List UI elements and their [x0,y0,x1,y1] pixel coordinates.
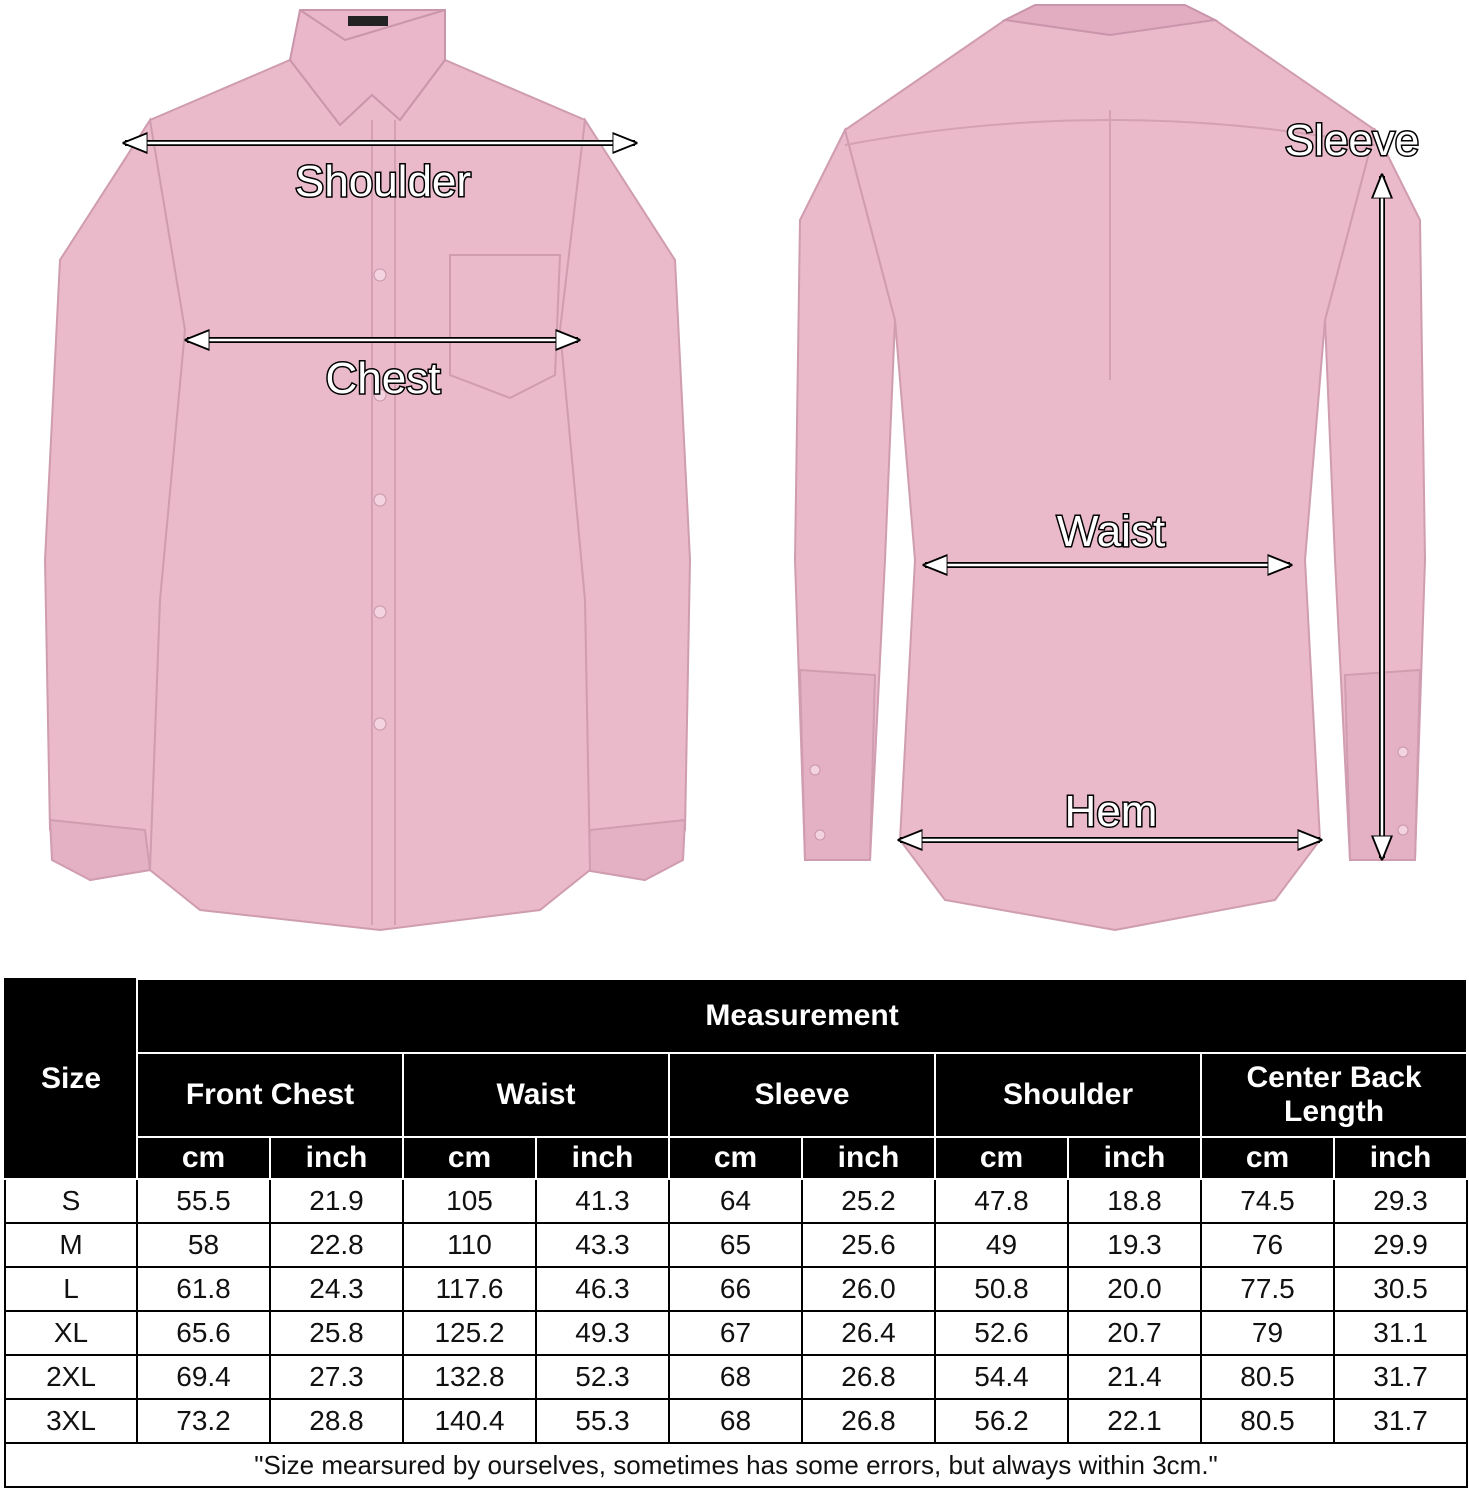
measurement-cell: 55.5 [137,1179,270,1223]
measurement-cell: 132.8 [403,1355,536,1399]
measurement-cell: 18.8 [1068,1179,1201,1223]
unit-header-inch: inch [536,1137,669,1179]
table-row [5,1267,1467,1311]
measurement-cell: 77.5 [1201,1267,1334,1311]
unit-header-cm: cm [1201,1137,1334,1179]
measurement-cell: 24.3 [270,1267,403,1311]
measurement-cell: 31.1 [1334,1311,1467,1355]
measurement-cell: 49 [935,1223,1068,1267]
measurement-cell: 125.2 [403,1311,536,1355]
measurement-cell: 31.7 [1334,1355,1467,1399]
unit-header-cm: cm [935,1137,1068,1179]
measurement-cell: 25.6 [802,1223,935,1267]
measurement-cell: 43.3 [536,1223,669,1267]
table-row [5,1223,1467,1267]
size-column-header: Size [5,979,137,1179]
table-row [5,1399,1467,1443]
unit-header-cm: cm [137,1137,270,1179]
size-cell: S [5,1179,137,1223]
measurement-cell: 68 [669,1355,802,1399]
measurement-cell: 19.3 [1068,1223,1201,1267]
unit-header-cm: cm [669,1137,802,1179]
measurement-cell: 61.8 [137,1267,270,1311]
measurement-cell: 68 [669,1399,802,1443]
note-row [5,1443,1467,1487]
measurement-cell: 74.5 [1201,1179,1334,1223]
hem-label: Hem [1064,787,1158,836]
chest-label: Chest [325,354,441,403]
group-header-front-chest: Front Chest [137,1053,403,1137]
measurement-cell: 31.7 [1334,1399,1467,1443]
measurement-cell: 52.3 [536,1355,669,1399]
measurement-cell: 25.2 [802,1179,935,1223]
measurement-cell: 110 [403,1223,536,1267]
measurement-cell: 54.4 [935,1355,1068,1399]
group-header-sleeve: Sleeve [669,1053,935,1137]
measurement-cell: 21.4 [1068,1355,1201,1399]
measurement-cell: 55.3 [536,1399,669,1443]
size-rows [5,1179,1467,1487]
unit-header-cm: cm [403,1137,536,1179]
measurement-cell: 26.8 [802,1355,935,1399]
shoulder-label: Shoulder [294,157,472,206]
size-cell: M [5,1223,137,1267]
shirt-back-image [735,0,1469,960]
measurement-cell: 66 [669,1267,802,1311]
measurement-cell: 26.4 [802,1311,935,1355]
measurement-cell: 64 [669,1179,802,1223]
measurement-cell: 47.8 [935,1179,1068,1223]
sleeve-label: Sleeve [1284,116,1420,165]
measurement-cell: 41.3 [536,1179,669,1223]
measurement-cell: 67 [669,1311,802,1355]
measurement-cell: 140.4 [403,1399,536,1443]
group-header-waist: Waist [403,1053,669,1137]
measurement-cell: 58 [137,1223,270,1267]
measurement-cell: 80.5 [1201,1355,1334,1399]
measurement-cell: 69.4 [137,1355,270,1399]
measurement-cell: 21.9 [270,1179,403,1223]
measurement-header: Measurement [137,979,1467,1053]
measurement-cell: 79 [1201,1311,1334,1355]
measurement-cell: 28.8 [270,1399,403,1443]
measurement-cell: 65.6 [137,1311,270,1355]
waist-label: Waist [1056,507,1166,556]
measurement-cell: 22.1 [1068,1399,1201,1443]
measurement-note: "Size mearsured by ourselves, sometimes has some errors, but always within 3cm." [5,1443,1467,1487]
measurement-cell: 117.6 [403,1267,536,1311]
shirt-front-image [0,0,735,960]
measurement-cell: 76 [1201,1223,1334,1267]
group-header-center-back-length: Center Back Length [1201,1053,1467,1137]
unit-header-inch: inch [1334,1137,1467,1179]
measurement-cell: 46.3 [536,1267,669,1311]
shirt-back-panel [735,0,1469,960]
measurement-cell: 25.8 [270,1311,403,1355]
measurement-cell: 50.8 [935,1267,1068,1311]
unit-header-inch: inch [802,1137,935,1179]
table-row [5,1355,1467,1399]
measurement-cell: 29.9 [1334,1223,1467,1267]
table-row [5,1179,1467,1223]
measurement-cell: 49.3 [536,1311,669,1355]
size-cell: XL [5,1311,137,1355]
size-cell: 2XL [5,1355,137,1399]
measurement-cell: 22.8 [270,1223,403,1267]
unit-header-inch: inch [270,1137,403,1179]
group-header-shoulder: Shoulder [935,1053,1201,1137]
measurement-cell: 80.5 [1201,1399,1334,1443]
measurement-cell: 105 [403,1179,536,1223]
size-cell: L [5,1267,137,1311]
measurement-cell: 73.2 [137,1399,270,1443]
measurement-cell: 56.2 [935,1399,1068,1443]
measurement-cell: 20.7 [1068,1311,1201,1355]
measurement-cell: 52.6 [935,1311,1068,1355]
measurement-cell: 30.5 [1334,1267,1467,1311]
measurement-cell: 65 [669,1223,802,1267]
table-row [5,1311,1467,1355]
shirt-front-panel [0,0,735,960]
measurement-cell: 26.0 [802,1267,935,1311]
unit-header-inch: inch [1068,1137,1201,1179]
measurement-cell: 26.8 [802,1399,935,1443]
measurement-cell: 20.0 [1068,1267,1201,1311]
measurement-cell: 29.3 [1334,1179,1467,1223]
size-chart-table [4,978,1468,1488]
measurement-cell: 27.3 [270,1355,403,1399]
size-cell: 3XL [5,1399,137,1443]
